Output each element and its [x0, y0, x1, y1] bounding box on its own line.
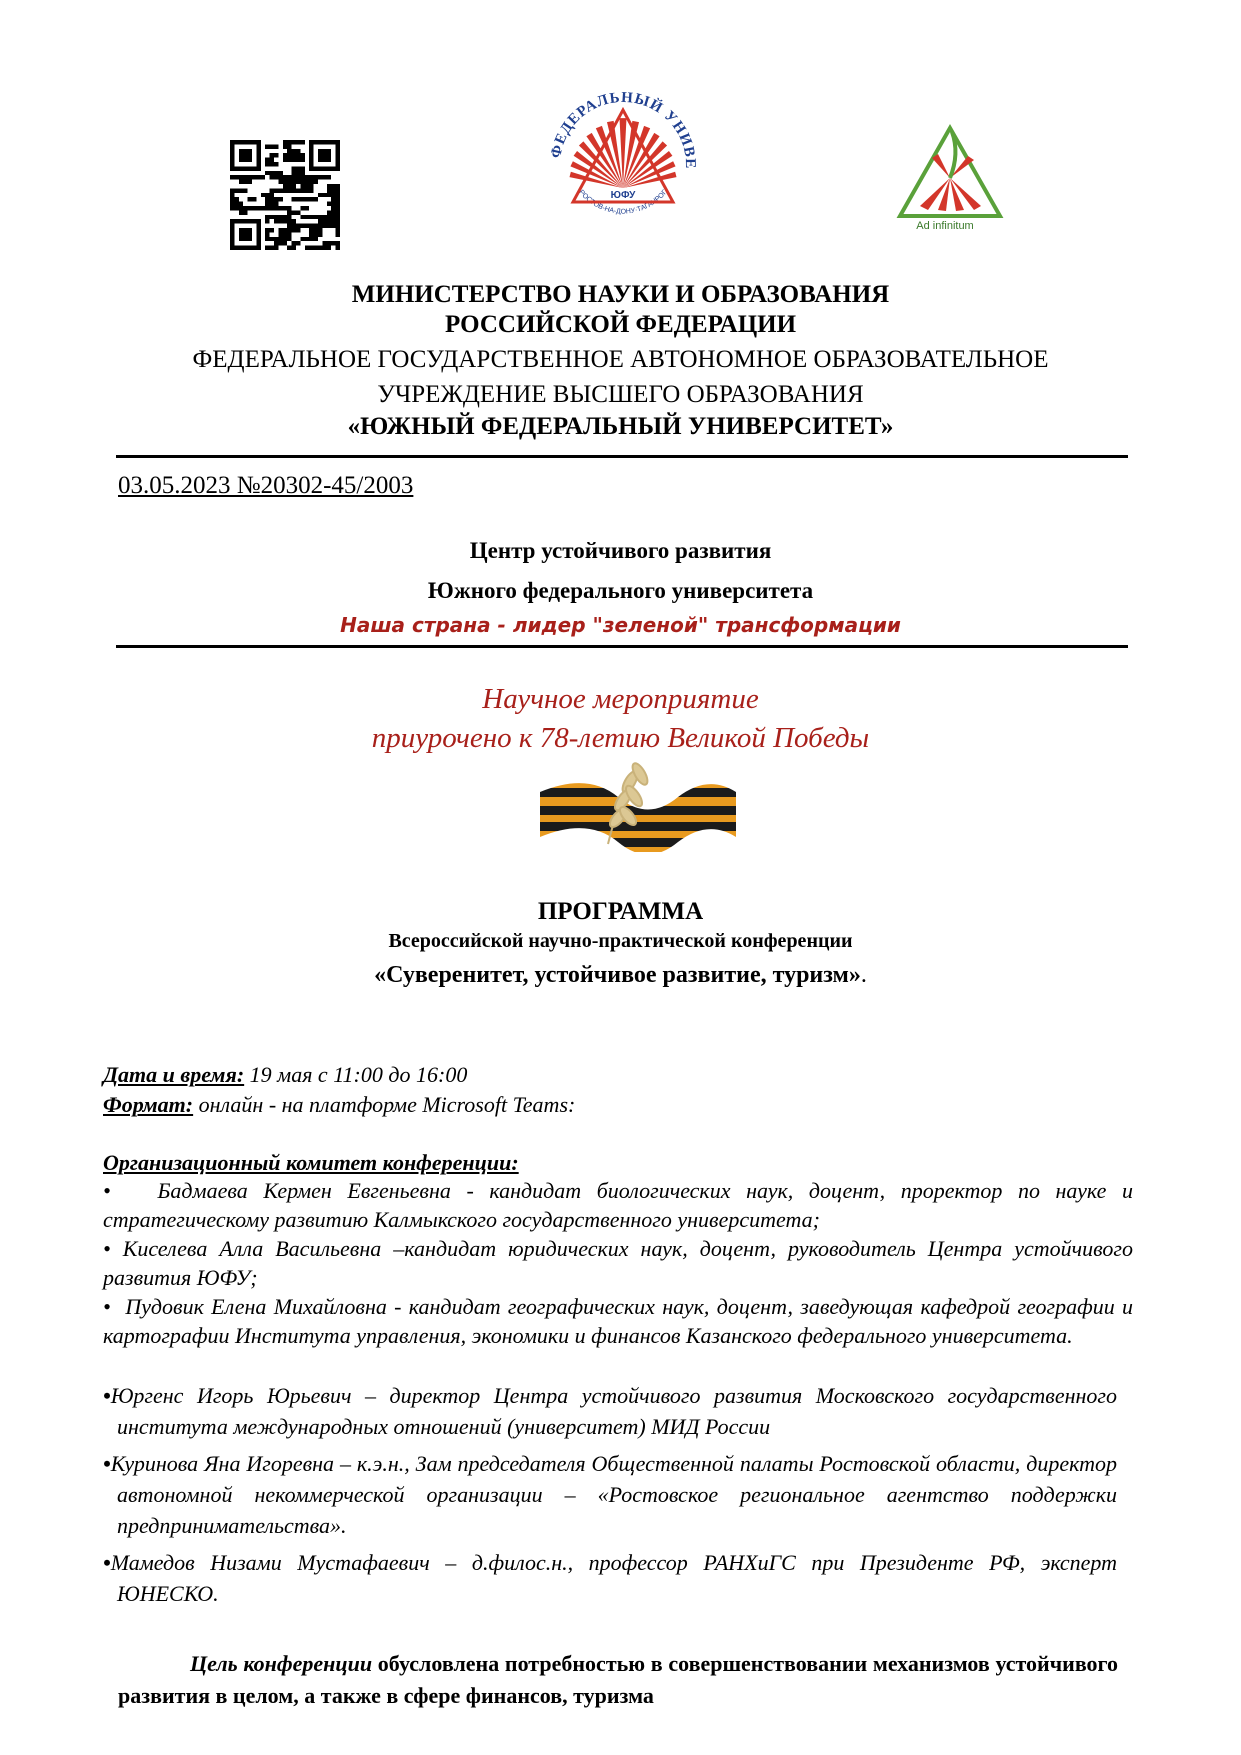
committee-member	[103, 1292, 1133, 1350]
date-value: 19 мая с 11:00 до 16:00	[244, 1062, 468, 1087]
event-line-2: приурочено к 78-летию Великой Победы	[371, 722, 870, 754]
member-text: Пудовик Елена Михайловна - кандидат географических наук, доцент, заведующая кафедрой географии и картографии Института управления, экономики и финансов Казанского федерального университета.	[103, 1294, 1134, 1348]
center-line-1: Центр устойчивого развития	[469, 538, 772, 563]
member-text: Бадмаева Кермен Евгеньевна - кандидат биологических наук, доцент, проректор по науке и стратегическому развитию Калмыкского государственного университета;	[103, 1178, 1133, 1232]
committee-member	[103, 1176, 1133, 1234]
qr-code	[230, 140, 340, 250]
event-line-1: Научное мероприятие	[482, 683, 759, 715]
header-line-3: ФЕДЕРАЛЬНОЕ ГОСУДАРСТВЕННОЕ АВТОНОМНОЕ ОБРАЗОВАТЕЛЬНОЕ	[192, 346, 1049, 373]
format-value: онлайн - на платформе Microsoft Teams:	[193, 1092, 576, 1117]
committee-member	[103, 1380, 1117, 1442]
bullet: •	[103, 1178, 111, 1203]
committee-heading: Организационный комитет конференции:	[103, 1150, 519, 1175]
document-reference: 03.05.2023 №20302-45/2003	[118, 472, 414, 499]
university-logo	[538, 70, 708, 240]
center-line-2: Южного федерального университета	[427, 578, 814, 603]
adinfinitum-caption: Ad infinitum	[916, 220, 974, 232]
header-line-2: РОССИЙСКОЙ ФЕДЕРАЦИИ	[444, 311, 797, 338]
header-line-5: «ЮЖНЫЙ ФЕДЕРАЛЬНЫЙ УНИВЕРСИТЕТ»	[347, 413, 894, 440]
header-line-1: МИНИСТЕРСТВО НАУКИ И ОБРАЗОВАНИЯ	[351, 281, 890, 308]
date-label: Дата и время:	[103, 1062, 245, 1087]
program-name-end: .	[860, 962, 867, 988]
member-text: Мамедов Низами Мустафаевич – д.филос.н., профессор РАНХиГС при Президенте РФ, эксперт ЮНЕСКО.	[110, 1550, 1117, 1606]
slogan: Наша страна - лидер "зеленой" трансформации	[340, 613, 901, 637]
st-george-ribbon-icon	[538, 752, 738, 852]
header-line-4: УЧРЕЖДЕНИЕ ВЫСШЕГО ОБРАЗОВАНИЯ	[377, 381, 864, 408]
format	[103, 1092, 575, 1118]
committee-member	[103, 1234, 1133, 1292]
format-label: Формат:	[103, 1092, 194, 1117]
program-title: ПРОГРАММА	[537, 898, 704, 925]
conference-goal	[118, 1648, 1118, 1712]
program-name-text: «Суверенитет, устойчивое развитие, туризм»	[374, 962, 861, 988]
committee-member	[103, 1547, 1117, 1609]
divider	[116, 455, 1128, 458]
bullet: •	[103, 1236, 111, 1261]
bullet: •	[103, 1451, 111, 1476]
committee-list-b	[103, 1380, 1117, 1609]
goal-text: обусловлена потребностью в совершенствовании механизмов устойчивого развития в целом, а также в сфере финансов, туризма	[118, 1651, 1118, 1708]
divider	[116, 645, 1128, 648]
member-text: Юргенс Игорь Юрьевич – директор Центра устойчивого развития Московского государственного института международных отношений (университет) МИД России	[110, 1383, 1117, 1439]
program-name	[0, 962, 1241, 989]
member-text: Куринова Яна Игоревна – к.э.н., Зам председателя Общественной палаты Ростовской области, директор автономной некоммерческой организации – «Ростовское региональное агентство поддержки предпринимательства».	[110, 1451, 1117, 1538]
university-cities-text: РОСТОВ-НА-ДОНУ·ТАГАНРОГ	[577, 188, 669, 216]
member-text: Киселева Алла Васильевна –кандидат юридических наук, доцент, руководитель Центра устойчивого развития ЮФУ;	[103, 1236, 1133, 1290]
bullet: •	[103, 1294, 111, 1319]
adinfinitum-logo	[880, 118, 1020, 238]
committee-list-a	[103, 1176, 1133, 1350]
bullet: •	[103, 1550, 111, 1575]
committee-member	[103, 1448, 1117, 1541]
bullet: •	[103, 1383, 111, 1408]
university-abbr: ЮФУ	[610, 190, 636, 201]
program-subtitle: Всероссийской научно-практической конференции	[388, 930, 853, 952]
goal-label: Цель конференции	[190, 1651, 373, 1676]
date-time	[103, 1062, 467, 1088]
university-ring-text: ФЕДЕРАЛЬНЫЙ УНИВЕ	[548, 89, 699, 170]
